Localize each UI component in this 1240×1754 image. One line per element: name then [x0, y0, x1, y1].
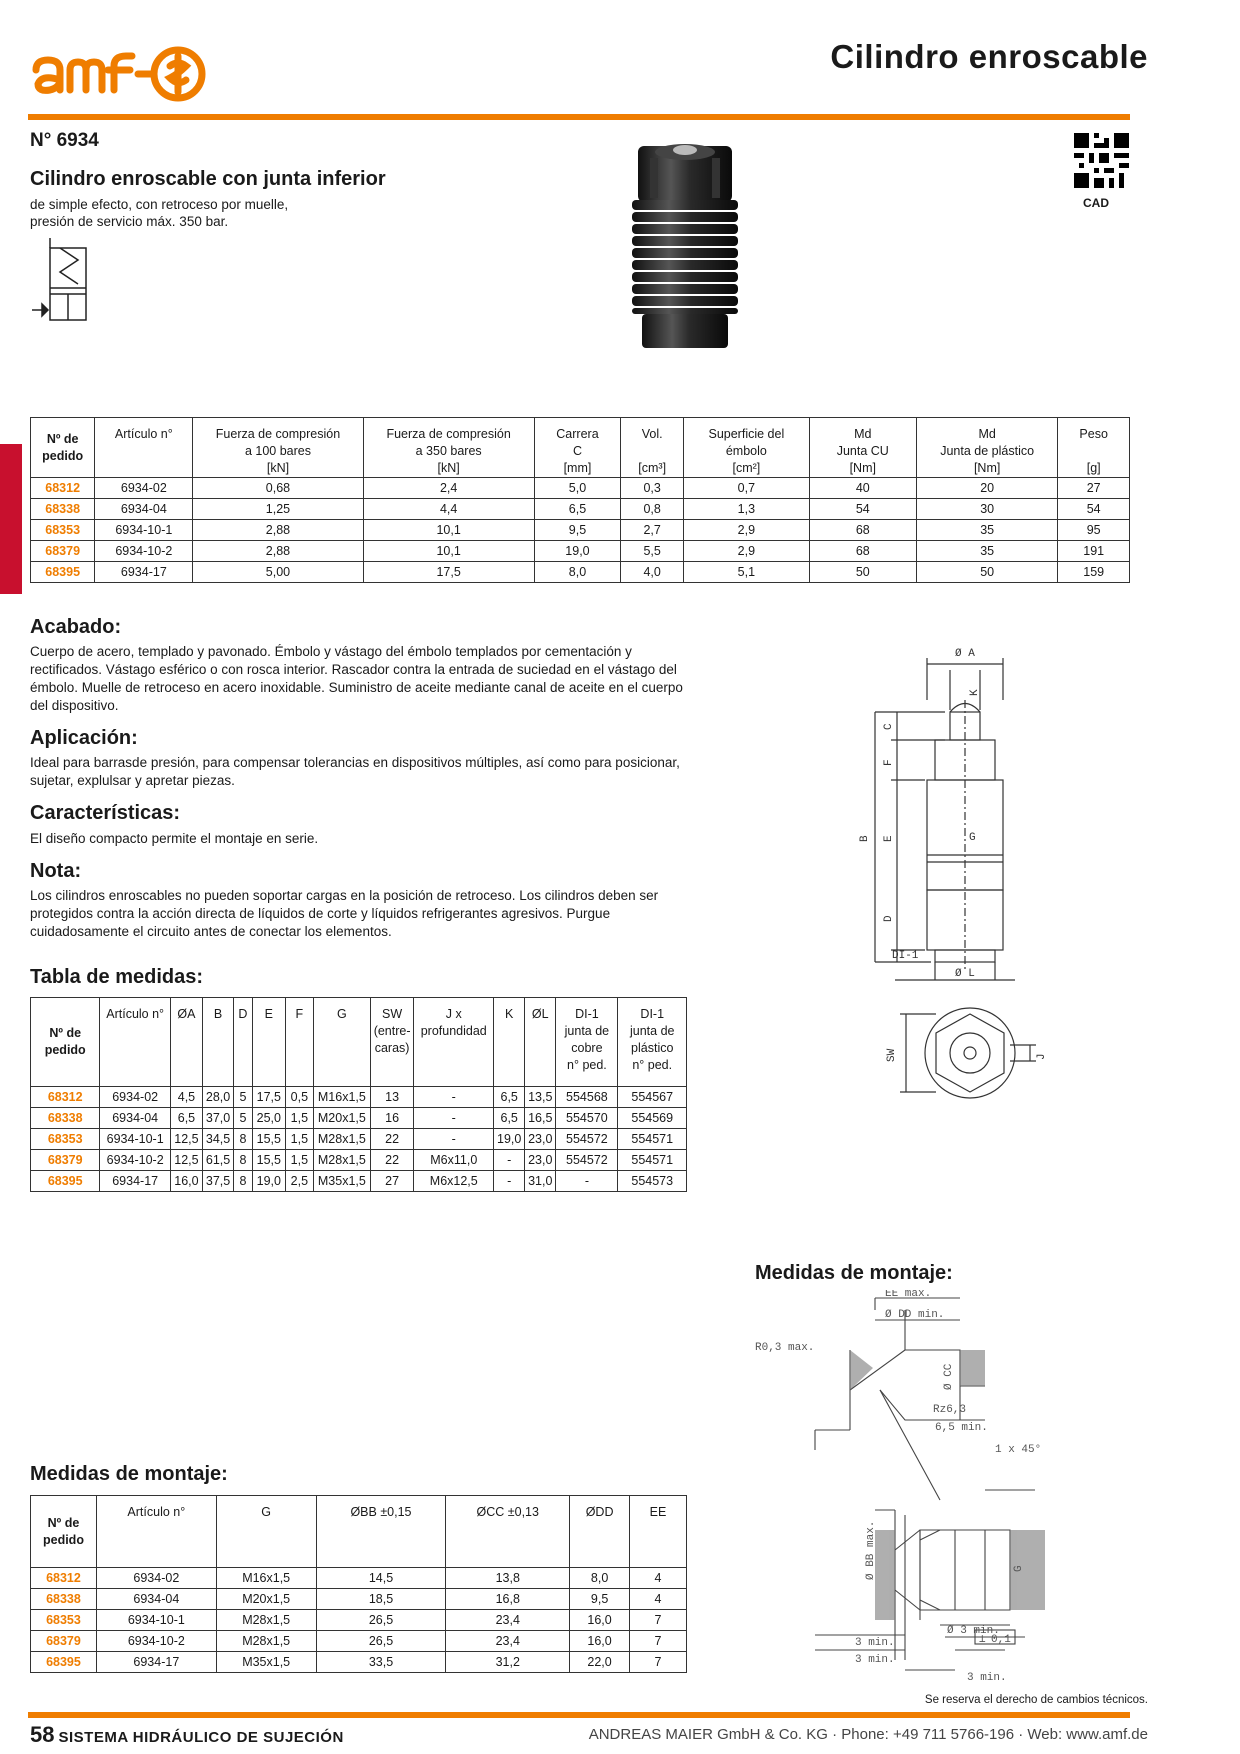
- label-three-min-c: 3 min.: [967, 1672, 1007, 1680]
- table-cell: 37,5: [203, 1171, 234, 1192]
- table-cell: 68: [809, 520, 916, 541]
- label-six-min: 6,5 min.: [935, 1422, 988, 1434]
- mounting-heading-right: Medidas de montaje:: [755, 1262, 953, 1284]
- order-number-link[interactable]: 68312: [31, 1087, 100, 1108]
- label-f: F: [883, 759, 895, 766]
- header-cc: ØCC ±0,13: [446, 1496, 570, 1568]
- table-cell: 16: [370, 1108, 414, 1129]
- table-cell: 22: [370, 1150, 414, 1171]
- features-text: El diseño compacto permite el montaje en serie.: [30, 831, 319, 846]
- application-text: Ideal para barrasde presión, para compensar tolerancias en dispositivos múltiples, así como para posicionar, sujetar, explulsar y apretar piezas.: [30, 755, 680, 788]
- table-cell: 18,5: [316, 1589, 446, 1610]
- table-cell: 9,5: [570, 1589, 630, 1610]
- table-cell: M35x1,5: [216, 1652, 316, 1673]
- table-cell: 6934-10-2: [100, 1150, 170, 1171]
- application-heading: Aplicación:: [30, 727, 138, 749]
- header-g: G: [216, 1496, 316, 1568]
- table-cell: 17,5: [363, 562, 534, 583]
- header-stroke: Carrera C [mm]: [534, 418, 621, 478]
- header-g: G: [313, 998, 370, 1087]
- order-number-link[interactable]: 68338: [31, 1589, 97, 1610]
- table-cell: 12,5: [170, 1150, 202, 1171]
- table-row: [31, 1108, 687, 1129]
- table-row: [31, 478, 1130, 499]
- table-cell: 95: [1058, 520, 1130, 541]
- table-cell: 22,0: [570, 1652, 630, 1673]
- table-row: [31, 499, 1130, 520]
- label-bb-max: Ø BB max.: [865, 1520, 877, 1580]
- table-cell: 14,5: [316, 1568, 446, 1589]
- table-row: [31, 1171, 687, 1192]
- table-cell: M35x1,5: [313, 1171, 370, 1192]
- table-cell: 15,5: [252, 1150, 285, 1171]
- label-rz: Rz6,3: [933, 1404, 967, 1416]
- table-cell: 31,2: [446, 1652, 570, 1673]
- table-cell: 6934-10-2: [96, 1631, 216, 1652]
- table-cell: 10,1: [363, 520, 534, 541]
- header-md-cu: Md Junta CU [Nm]: [809, 418, 916, 478]
- desc-line: de simple efecto, con retroceso por muelle,: [30, 197, 289, 212]
- table-cell: 6,5: [494, 1108, 525, 1129]
- table-cell: M16x1,5: [216, 1568, 316, 1589]
- header-pedido: Nº de pedido: [31, 1496, 97, 1568]
- table-cell: 22: [370, 1129, 414, 1150]
- dimensions-heading: Tabla de medidas:: [30, 966, 204, 988]
- table-cell: 26,5: [316, 1610, 446, 1631]
- table-cell: 19,0: [494, 1129, 525, 1150]
- table-row: [31, 1589, 687, 1610]
- mounting-table: [30, 1495, 687, 1673]
- table-cell: 6934-10-1: [96, 1610, 216, 1631]
- header-dd: ØDD: [570, 1496, 630, 1568]
- label-sw: SW: [886, 1048, 898, 1062]
- page-title: Cilindro enroscable: [830, 38, 1148, 75]
- table-row: [31, 1087, 687, 1108]
- table-cell: 35: [916, 520, 1057, 541]
- table-cell: 4: [630, 1568, 687, 1589]
- table-cell: M28x1,5: [216, 1631, 316, 1652]
- table-cell: 30: [916, 499, 1057, 520]
- table-cell: 13,8: [446, 1568, 570, 1589]
- table-cell: 7: [630, 1610, 687, 1631]
- header-article: Artículo n°: [100, 998, 170, 1087]
- header-di-plastic: DI-1 junta de plástico n° ped.: [618, 998, 687, 1087]
- table-cell: 6934-10-1: [95, 520, 193, 541]
- label-g: G: [969, 832, 976, 844]
- table-row: [31, 1652, 687, 1673]
- note-text: Los cilindros enroscables no pueden soportar cargas en la posición de retroceso. Los cilindros deben ser protegidos contra la acción directa de líquidos de corte y líquidos refrigerantes agresivos. Purgue cuidadosamente el circuito antes de conectar los elementos.: [30, 888, 659, 939]
- table-cell: M28x1,5: [313, 1129, 370, 1150]
- table-cell: 6934-04: [96, 1589, 216, 1610]
- table-row: [31, 1150, 687, 1171]
- table-cell: 2,7: [621, 520, 684, 541]
- table-cell: 54: [1058, 499, 1130, 520]
- table-cell: 5: [234, 1108, 253, 1129]
- table-cell: -: [556, 1171, 618, 1192]
- table-cell: 17,5: [252, 1087, 285, 1108]
- company-info: ANDREAS MAIER GmbH & Co. KG · Phone: +49 711 5766-196 · Web: www.amf.de: [588, 1726, 1148, 1743]
- finish-heading: Acabado:: [30, 616, 122, 638]
- product-image: [620, 138, 750, 353]
- table-cell: M6x12,5: [414, 1171, 494, 1192]
- table-cell: 191: [1058, 541, 1130, 562]
- table-cell: 7: [630, 1652, 687, 1673]
- table-row: [31, 520, 1130, 541]
- table-cell: 8: [234, 1171, 253, 1192]
- table-cell: 27: [370, 1171, 414, 1192]
- table-cell: -: [414, 1108, 494, 1129]
- label-g2: G: [1013, 1565, 1025, 1572]
- header-l: ØL: [525, 998, 556, 1087]
- page-footer-left: [30, 1722, 344, 1748]
- table-cell: 16,0: [570, 1631, 630, 1652]
- technical-changes-note: Se reserva el derecho de cambios técnicos.: [924, 1694, 1148, 1706]
- table-cell: 23,0: [525, 1150, 556, 1171]
- table-cell: 6934-02: [96, 1568, 216, 1589]
- table-cell: 5,5: [621, 541, 684, 562]
- table-cell: 554568: [556, 1087, 618, 1108]
- table-cell: 6934-02: [95, 478, 193, 499]
- table-cell: 554570: [556, 1108, 618, 1129]
- table-cell: 6934-17: [95, 562, 193, 583]
- specifications-table: [30, 417, 1130, 583]
- header-e: E: [252, 998, 285, 1087]
- label-a: Ø A: [955, 648, 975, 660]
- label-l: Ø L: [955, 968, 975, 980]
- table-cell: 16,0: [570, 1610, 630, 1631]
- table-cell: 16,5: [525, 1108, 556, 1129]
- table-cell: 8: [234, 1129, 253, 1150]
- header-b: B: [203, 998, 234, 1087]
- table-cell: M20x1,5: [313, 1108, 370, 1129]
- table-cell: 23,0: [525, 1129, 556, 1150]
- table-cell: 31,0: [525, 1171, 556, 1192]
- table-cell: 0,68: [193, 478, 363, 499]
- header-bb: ØBB ±0,15: [316, 1496, 446, 1568]
- table-cell: 4: [630, 1589, 687, 1610]
- label-c: C: [883, 723, 895, 730]
- header-force-100: Fuerza de compresión a 100 bares [kN]: [193, 418, 363, 478]
- table-cell: 2,88: [193, 520, 363, 541]
- article-description: [30, 196, 430, 230]
- table-cell: -: [414, 1129, 494, 1150]
- table-row: [31, 562, 1130, 583]
- label-j: J: [1036, 1053, 1048, 1060]
- table-cell: 4,0: [621, 562, 684, 583]
- table-cell: 554571: [618, 1150, 687, 1171]
- table-cell: 6934-17: [100, 1171, 170, 1192]
- table-cell: 4,4: [363, 499, 534, 520]
- table-cell: 5,0: [534, 478, 621, 499]
- table-cell: 34,5: [203, 1129, 234, 1150]
- table-cell: 13,5: [525, 1087, 556, 1108]
- order-number-link[interactable]: 68395: [31, 562, 95, 583]
- table-cell: 6934-04: [95, 499, 193, 520]
- label-three-min-b: 3 min.: [855, 1654, 895, 1666]
- table-cell: 6,5: [170, 1108, 202, 1129]
- system-name: SISTEMA HIDRÁULICO DE SUJECIÓN: [58, 1729, 344, 1746]
- table-cell: 1,25: [193, 499, 363, 520]
- table-cell: 554572: [556, 1129, 618, 1150]
- table-cell: 5: [234, 1087, 253, 1108]
- mounting-heading: Medidas de montaje:: [30, 1463, 228, 1485]
- hydraulic-symbol: [30, 238, 90, 333]
- table-cell: 9,5: [534, 520, 621, 541]
- qr-code-icon[interactable]: [1074, 133, 1129, 188]
- label-chamfer: 1 x 45°: [995, 1444, 1042, 1456]
- table-cell: 6,5: [494, 1087, 525, 1108]
- header-piston-area: Superficie del émbolo [cm²]: [684, 418, 810, 478]
- label-d: D: [883, 915, 895, 922]
- table-cell: 6934-10-2: [95, 541, 193, 562]
- table-cell: 68: [809, 541, 916, 562]
- table-cell: 6934-10-1: [100, 1129, 170, 1150]
- article-number: N° 6934: [30, 130, 99, 151]
- label-three-dia: Ø 3 min.: [947, 1625, 1000, 1637]
- label-perp-val: 0,1: [991, 1634, 1011, 1646]
- label-k: K: [969, 689, 981, 696]
- header-weight: Peso [g]: [1058, 418, 1130, 478]
- header-rule: [28, 114, 1130, 120]
- label-dd-min: Ø DD min.: [885, 1309, 945, 1321]
- table-row: [31, 1610, 687, 1631]
- label-e: E: [883, 835, 895, 842]
- table-cell: 554573: [618, 1171, 687, 1192]
- label-cc: Ø CC: [943, 1363, 955, 1390]
- page-number: 58: [30, 1722, 55, 1747]
- table-row: [31, 1631, 687, 1652]
- header-j: J x profundidad: [414, 998, 494, 1087]
- table-cell: 5,1: [684, 562, 810, 583]
- table-cell: 1,5: [285, 1108, 313, 1129]
- table-row: [31, 1568, 687, 1589]
- table-cell: M28x1,5: [313, 1150, 370, 1171]
- table-cell: 2,88: [193, 541, 363, 562]
- section-tab: [0, 444, 22, 594]
- table-cell: 159: [1058, 562, 1130, 583]
- table-cell: 2,5: [285, 1171, 313, 1192]
- table-cell: 23,4: [446, 1631, 570, 1652]
- finish-text: Cuerpo de acero, templado y pavonado. Émbolo y vástago del émbolo templados por cementación y rectificados. Vástago esférico o con rosca interior. Rascador contra la entrada de suciedad en el vástago del émbolo. Muelle de retroceso en acero inoxidable. Suministro de aceite mediante canal de aceite en el cuerpo del dispositivo.: [30, 644, 683, 713]
- table-cell: 6,5: [534, 499, 621, 520]
- table-cell: -: [414, 1087, 494, 1108]
- table-cell: 8: [234, 1150, 253, 1171]
- mounting-drawing: [755, 1290, 1075, 1680]
- table-cell: 25,0: [252, 1108, 285, 1129]
- table-cell: 4,5: [170, 1087, 202, 1108]
- table-cell: 19,0: [534, 541, 621, 562]
- table-row: [31, 541, 1130, 562]
- header-pedido: Nº de pedido: [31, 418, 95, 478]
- header-force-350: Fuerza de compresión a 350 bares [kN]: [363, 418, 534, 478]
- header-md-plastic: Md Junta de plástico [Nm]: [916, 418, 1057, 478]
- table-cell: 26,5: [316, 1631, 446, 1652]
- header-a: ØA: [170, 998, 202, 1087]
- table-cell: 8,0: [570, 1568, 630, 1589]
- table-cell: 16,0: [170, 1171, 202, 1192]
- table-cell: 54: [809, 499, 916, 520]
- cylinder-side-drawing: [855, 640, 1075, 985]
- table-cell: 40: [809, 478, 916, 499]
- header-k: K: [494, 998, 525, 1087]
- table-cell: M20x1,5: [216, 1589, 316, 1610]
- table-cell: 1,5: [285, 1150, 313, 1171]
- table-cell: 554569: [618, 1108, 687, 1129]
- label-r-max: R0,3 max.: [755, 1342, 815, 1354]
- table-cell: 6934-17: [96, 1652, 216, 1673]
- dimensions-table: [30, 997, 687, 1192]
- cylinder-top-drawing: [860, 1000, 1085, 1115]
- table-cell: 20: [916, 478, 1057, 499]
- cad-label[interactable]: CAD: [1083, 196, 1109, 210]
- table-cell: -: [494, 1171, 525, 1192]
- label-perp: ⊥: [979, 1634, 986, 1646]
- article-title: Cilindro enroscable con junta inferior: [30, 168, 386, 190]
- order-number-link[interactable]: 68312: [31, 478, 95, 499]
- table-cell: 27: [1058, 478, 1130, 499]
- table-cell: M28x1,5: [216, 1610, 316, 1631]
- order-number-link[interactable]: 68338: [31, 499, 95, 520]
- features-heading: Características:: [30, 802, 181, 824]
- table-cell: 28,0: [203, 1087, 234, 1108]
- desc-line: presión de servicio máx. 350 bar.: [30, 214, 229, 229]
- order-number-link[interactable]: 68379: [31, 1631, 97, 1652]
- table-cell: 2,9: [684, 520, 810, 541]
- note-heading: Nota:: [30, 860, 82, 882]
- header-di-cu: DI-1 junta de cobre n° ped.: [556, 998, 618, 1087]
- table-cell: 6934-04: [100, 1108, 170, 1129]
- order-number-link[interactable]: 68395: [31, 1171, 100, 1192]
- table-cell: 0,8: [621, 499, 684, 520]
- table-cell: 0,5: [285, 1087, 313, 1108]
- table-cell: M6x11,0: [414, 1150, 494, 1171]
- table-cell: 554567: [618, 1087, 687, 1108]
- header-volume: Vol. [cm³]: [621, 418, 684, 478]
- order-number-link[interactable]: 68338: [31, 1108, 100, 1129]
- table-cell: 0,7: [684, 478, 810, 499]
- amf-logo: [28, 36, 228, 106]
- table-cell: 16,8: [446, 1589, 570, 1610]
- table-cell: M16x1,5: [313, 1087, 370, 1108]
- footer-rule: [28, 1712, 1130, 1718]
- table-cell: 15,5: [252, 1129, 285, 1150]
- order-number-link[interactable]: 68379: [31, 1150, 100, 1171]
- table-cell: 2,9: [684, 541, 810, 562]
- label-b: B: [859, 835, 871, 842]
- header-ee: EE: [630, 1496, 687, 1568]
- order-number-link[interactable]: 68353: [31, 1610, 97, 1631]
- table-cell: 35: [916, 541, 1057, 562]
- table-cell: 10,1: [363, 541, 534, 562]
- order-number-link[interactable]: 68312: [31, 1568, 97, 1589]
- table-cell: 12,5: [170, 1129, 202, 1150]
- label-ee-max: EE max.: [885, 1290, 932, 1300]
- table-cell: 554572: [556, 1150, 618, 1171]
- table-cell: 7: [630, 1631, 687, 1652]
- table-cell: 8,0: [534, 562, 621, 583]
- header-sw: SW (entre- caras): [370, 998, 414, 1087]
- table-cell: -: [494, 1150, 525, 1171]
- table-cell: 1,5: [285, 1129, 313, 1150]
- order-number-link[interactable]: 68379: [31, 541, 95, 562]
- header-article: Artículo n°: [96, 1496, 216, 1568]
- order-number-link[interactable]: 68353: [31, 1129, 100, 1150]
- table-cell: 61,5: [203, 1150, 234, 1171]
- table-row: [31, 1129, 687, 1150]
- header-d: D: [234, 998, 253, 1087]
- header-f: F: [285, 998, 313, 1087]
- order-number-link[interactable]: 68395: [31, 1652, 97, 1673]
- table-cell: 554571: [618, 1129, 687, 1150]
- table-cell: 1,3: [684, 499, 810, 520]
- table-cell: 50: [809, 562, 916, 583]
- table-cell: 0,3: [621, 478, 684, 499]
- table-cell: 50: [916, 562, 1057, 583]
- table-cell: 33,5: [316, 1652, 446, 1673]
- table-cell: 5,00: [193, 562, 363, 583]
- table-cell: 6934-02: [100, 1087, 170, 1108]
- label-three-min-a: 3 min.: [855, 1637, 895, 1649]
- table-cell: 23,4: [446, 1610, 570, 1631]
- header-pedido: Nº de pedido: [31, 998, 100, 1087]
- table-cell: 2,4: [363, 478, 534, 499]
- table-cell: 37,0: [203, 1108, 234, 1129]
- label-di: DI-1: [892, 950, 919, 962]
- order-number-link[interactable]: 68353: [31, 520, 95, 541]
- table-cell: 19,0: [252, 1171, 285, 1192]
- table-cell: 13: [370, 1087, 414, 1108]
- header-article: Artículo n°: [95, 418, 193, 478]
